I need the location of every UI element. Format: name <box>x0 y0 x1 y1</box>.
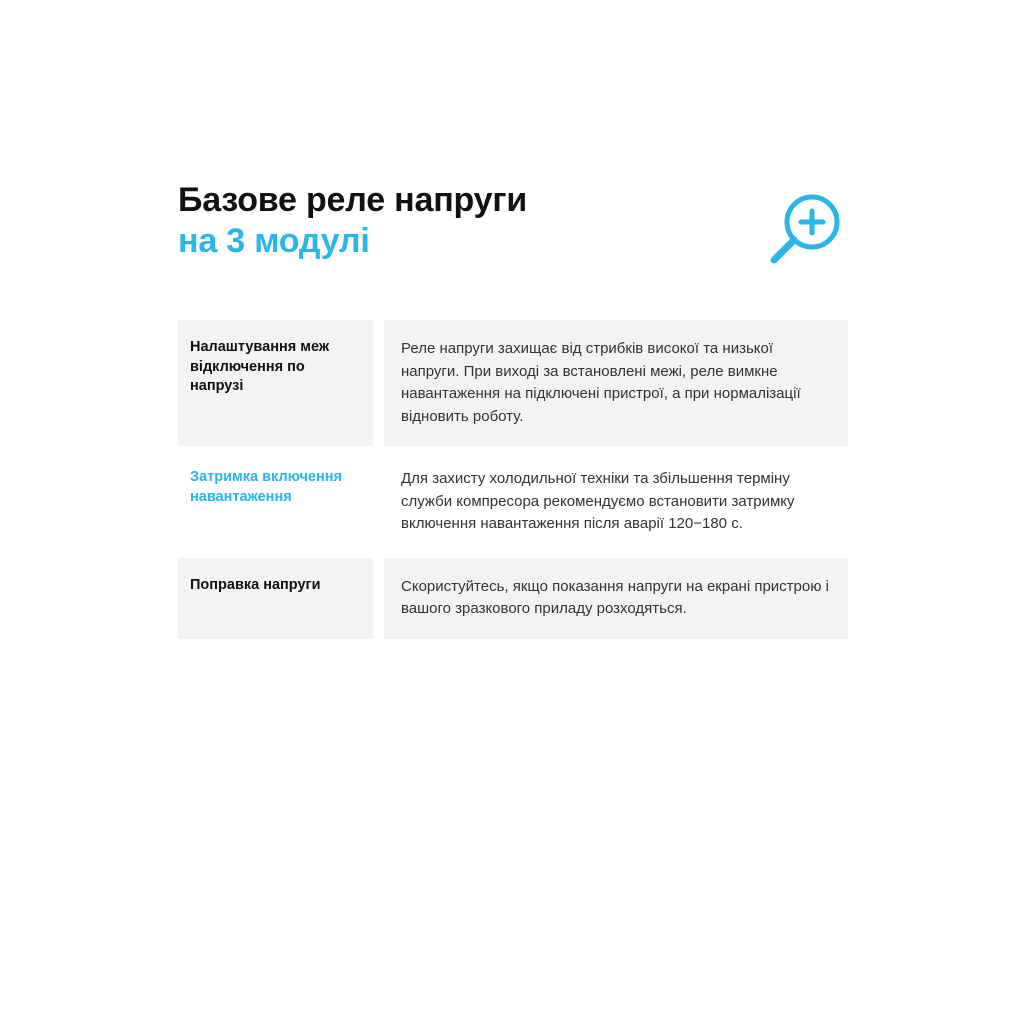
table-row <box>178 558 848 639</box>
row-description: Скористуйтесь, якщо показання напруги на екрані пристрою і вашого зразкового приладу розходяться. <box>384 558 848 639</box>
page-title-secondary: на 3 модулі <box>178 222 370 261</box>
content-page <box>178 180 848 643</box>
row-label: Затримка включення навантаження <box>178 450 373 554</box>
row-label: Налаштування меж відключення по напрузі <box>178 320 373 446</box>
magnifier-plus-icon <box>762 192 848 272</box>
row-description: Для захисту холодильної техніки та збільшення терміну служби компресора рекомендуємо встановити затримку включення навантаження після аварії 120−180 с. <box>384 450 848 554</box>
page-title <box>178 180 738 263</box>
row-gap <box>373 320 384 446</box>
table-row <box>178 320 848 446</box>
row-label: Поправка напруги <box>178 558 373 639</box>
page-header <box>178 180 848 284</box>
row-gap <box>373 558 384 639</box>
row-description: Реле напруги захищає від стрибків високої та низької напруги. При виході за встановлені межі, реле вимкне навантаження на підключені пристрої, а при нормалізації відновить роботу. <box>384 320 848 446</box>
page-title-primary: Базове реле напруги <box>178 181 528 219</box>
table-row <box>178 450 848 554</box>
row-gap <box>373 450 384 554</box>
features-table <box>178 320 848 639</box>
